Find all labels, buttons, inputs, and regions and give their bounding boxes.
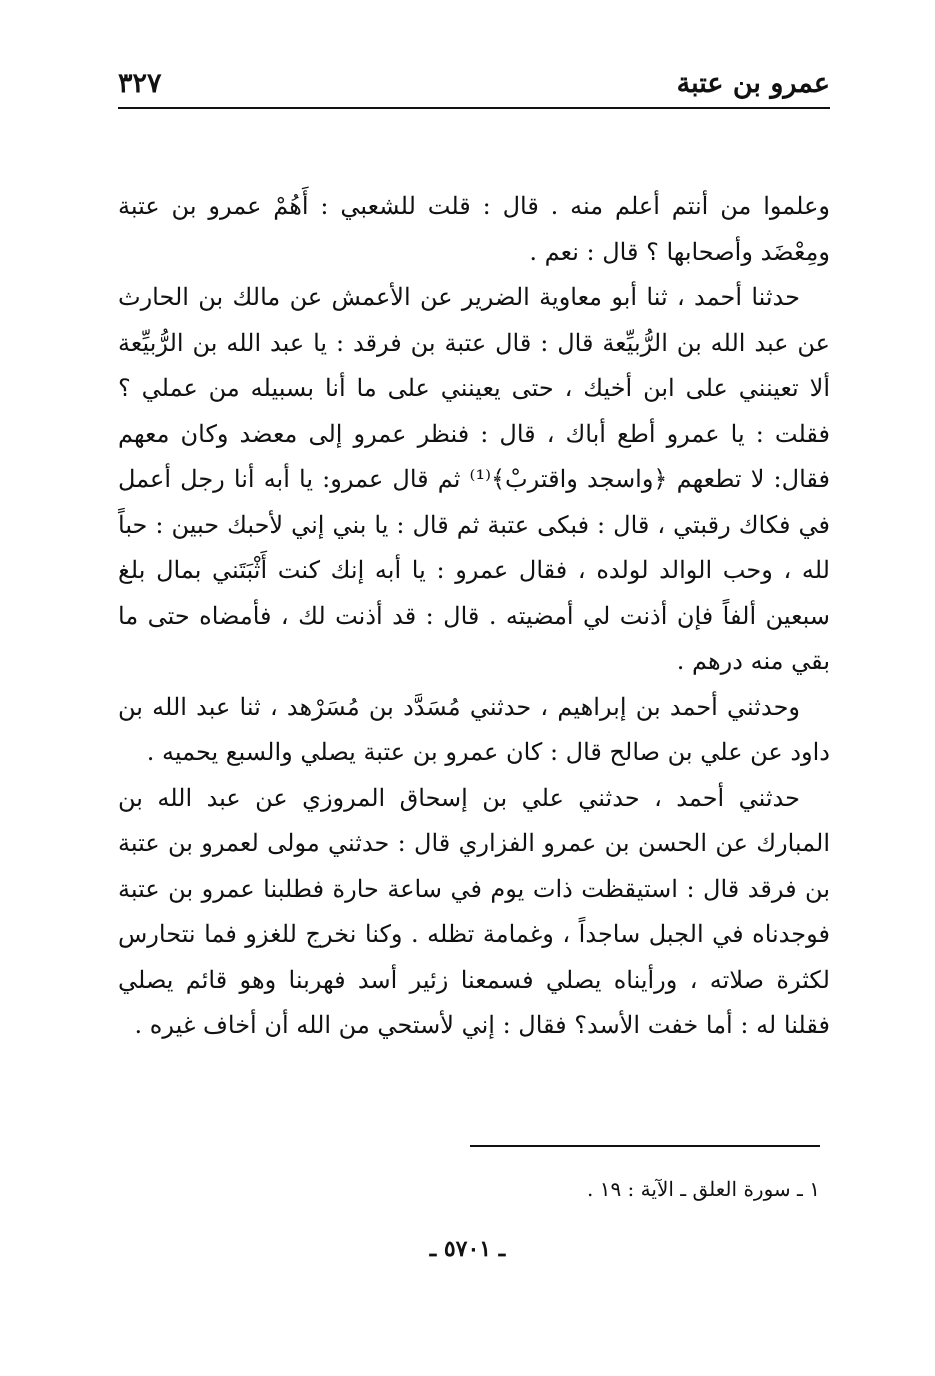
running-header bbox=[118, 62, 830, 102]
paragraph: حدثنا أحمد ، ثنا أبو معاوية الضرير عن الأعمش عن مالك بن الحارث عن عبد الله بن الرُّبيِّعة قال : قال عتبة بن فرقد : يا عبد الله بن الرُّبيِّعة ألا تعينني على ابن أخيك ، حتى يعينني على ما أنا بسبيله من عملي ؟ فقلت : يا عمرو أطع أباك ، قال : فنظر عمرو إلى معضد وكان معهم فقال: لا تطعهم ﴿واسجد واقتربْ﴾⁽¹⁾ ثم قال عمرو: يا أبه أنا رجل أعمل في فكاك رقبتي ، قال : فبكى عتبة ثم قال : يا بني إني لأحبك حبين : حباً لله ، وحب الوالد لولده ، فقال عمرو : يا أبه إنك كنت أَثْبَتَني بمال بلغ سبعين ألفاً فإن أذنت لي أمضيته . قال : قد أذنت لك ، فأمضاه حتى ما بقي منه درهم . bbox=[118, 283, 831, 675]
header-rule bbox=[118, 107, 830, 109]
footnote-rule bbox=[470, 1145, 820, 1147]
paragraph: وعلموا من أنتم أعلم منه . قال : قلت للشعبي : أَهُمْ عمرو بن عتبة ومِعْضَد وأصحابها ؟ قال : نعم . bbox=[118, 192, 830, 266]
page-code: ـ ٥٧٠١ ـ bbox=[429, 1236, 506, 1262]
page-number: ٣٢٧ bbox=[118, 68, 162, 99]
paragraph: حدثني أحمد ، حدثني علي بن إسحاق المروزي عن عبد الله بن المبارك عن الحسن بن عمرو الفزاري قال : حدثني مولى لعمرو بن عتبة بن فرقد قال : استيقظت ذات يوم في ساعة حارة فطلبنا عمرو بن عتبة فوجدناه في الجبل ساجداً ، وغمامة تظله . وكنا نخرج للغزو فما نتحارس لكثرة صلاته ، ورأيناه يصلي فسمعنا زئير أسد فهربنا وهو قائم يصلي فقلنا له : أما خفت الأسد؟ فقال : إني لأستحي من الله أن أخاف غيره . bbox=[118, 783, 830, 1039]
running-title: عمرو بن عتبة bbox=[676, 68, 830, 99]
footnote: ١ ـ سورة العلق ـ الآية : ١٩ . bbox=[587, 1177, 820, 1201]
paragraph: وحدثني أحمد بن إبراهيم ، حدثني مُسَدَّد بن مُسَرْهد ، ثنا عبد الله بن داود عن علي بن صالح قال : كان عمرو بن عتبة يصلي والسبع يحميه . bbox=[118, 692, 830, 766]
main-text bbox=[118, 184, 830, 1049]
